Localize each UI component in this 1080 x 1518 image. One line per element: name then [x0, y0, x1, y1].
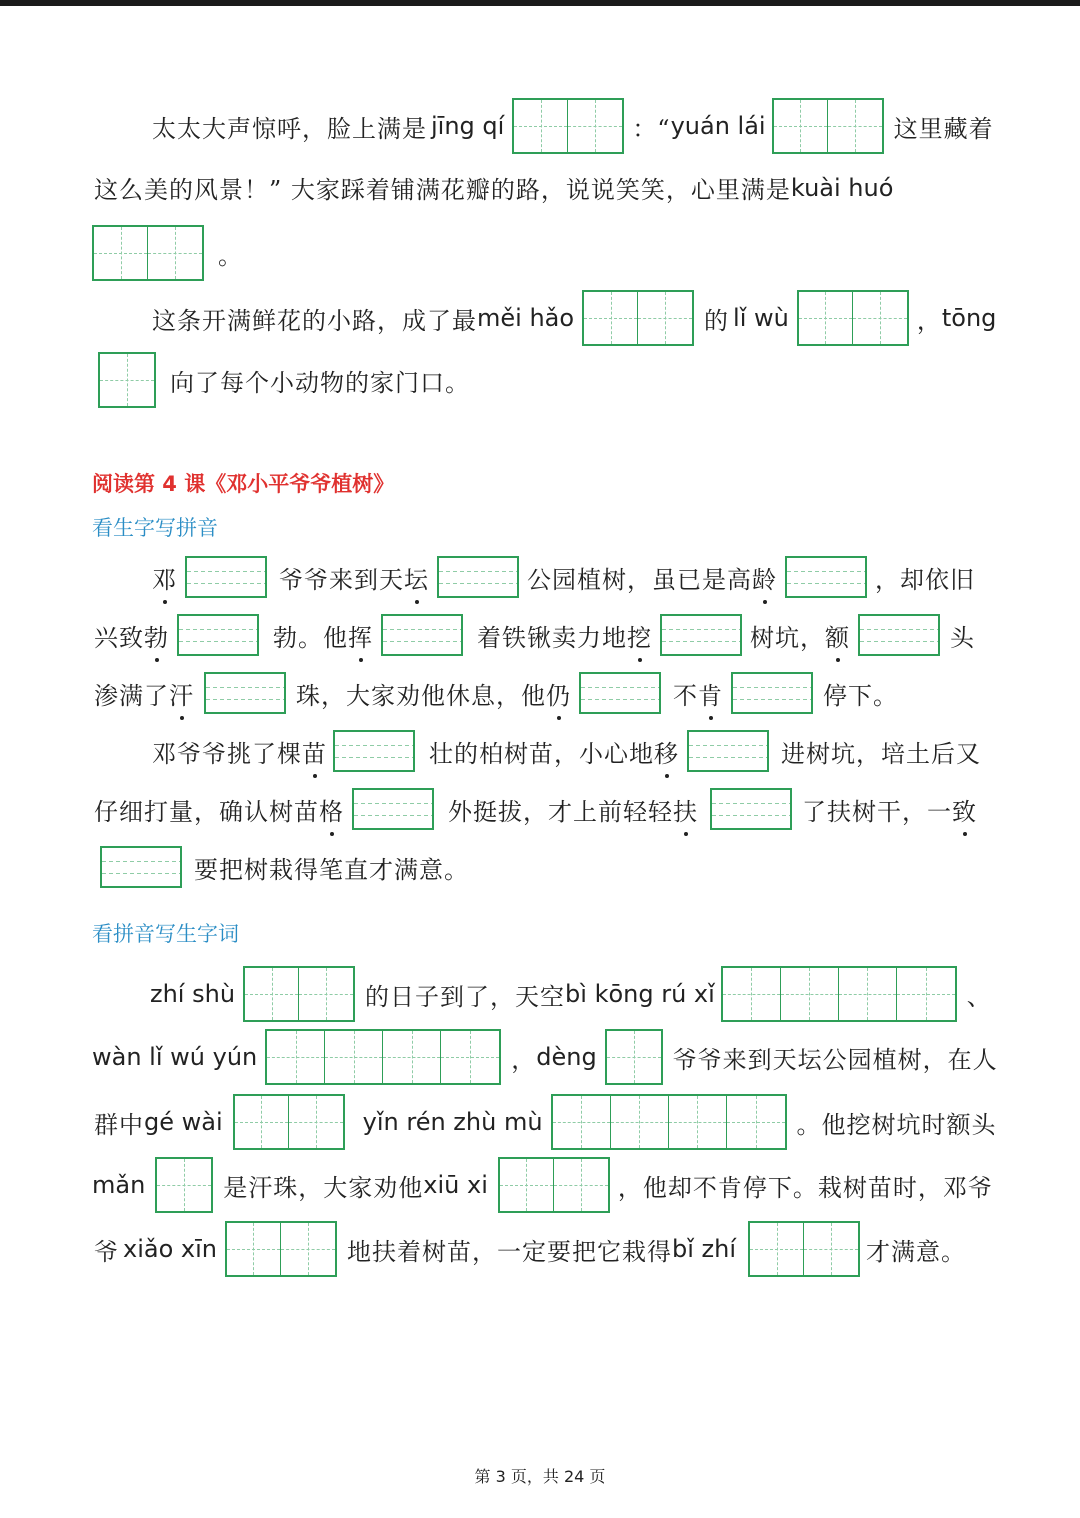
pinyin-label: wàn lǐ wú yún: [92, 1043, 258, 1071]
pinyin-line-1: [0, 556, 1080, 598]
pinyin-label: lǐ wù: [733, 304, 789, 332]
grid-cell[interactable]: [853, 292, 907, 344]
pinyin-line-5: [0, 788, 1080, 830]
text: 着铁锹卖力地: [477, 623, 627, 652]
text: 爷爷来到天: [279, 565, 404, 594]
char-grid[interactable]: [155, 1157, 213, 1213]
text: 头: [950, 623, 975, 652]
grid-cell[interactable]: [299, 968, 353, 1020]
char-grid[interactable]: [605, 1029, 663, 1085]
char-grid[interactable]: [225, 1221, 337, 1277]
story-text: ：“: [632, 114, 671, 143]
pinyin-box[interactable]: [100, 846, 182, 888]
grid-cell[interactable]: [804, 1223, 858, 1275]
pinyin-box[interactable]: [437, 556, 519, 598]
story-text: 这里藏着: [893, 114, 994, 143]
pinyin-label: xiǎo xīn: [123, 1235, 217, 1263]
grid-cell[interactable]: [568, 100, 622, 152]
pinyin-box[interactable]: [381, 614, 463, 656]
text: 爷: [94, 1237, 119, 1266]
char-grid[interactable]: [797, 290, 909, 346]
char-line-2: [0, 1029, 1080, 1085]
char-grid[interactable]: [748, 1221, 860, 1277]
text: 进树坑，培土后又: [781, 739, 981, 768]
text: 邓爷爷挑了棵: [152, 739, 302, 768]
pinyin-box[interactable]: [579, 672, 661, 714]
text: 树坑，: [750, 623, 825, 652]
char-grid[interactable]: [551, 1094, 787, 1150]
pinyin-box[interactable]: [710, 788, 792, 830]
pinyin-box[interactable]: [731, 672, 813, 714]
text: 爷爷来到天坛公园植树，在人: [672, 1045, 998, 1074]
text: 不: [673, 681, 698, 710]
text: 是汗珠，大家劝他: [223, 1173, 424, 1202]
pinyin-box[interactable]: [660, 614, 742, 656]
char-grid[interactable]: [721, 966, 957, 1022]
grid-cell[interactable]: [235, 1096, 289, 1148]
text: 。他挖树坑时额头: [796, 1110, 997, 1139]
grid-cell[interactable]: [383, 1031, 441, 1083]
pinyin-label: yǐn rén zhù mù: [362, 1108, 543, 1136]
grid-cell[interactable]: [727, 1096, 785, 1148]
char-grid[interactable]: [772, 98, 884, 154]
pinyin-label: kuài huó: [790, 173, 894, 202]
pinyin-line-3: [0, 672, 1080, 714]
pinyin-box[interactable]: [177, 614, 259, 656]
char-grid[interactable]: [265, 1029, 501, 1085]
grid-cell[interactable]: [289, 1096, 343, 1148]
story-text: ，: [916, 306, 942, 335]
lesson-heading: 阅读第 4 课《邓小平爷爷植树》: [92, 472, 395, 496]
text: 、: [966, 982, 992, 1011]
story-line-1: [0, 98, 1080, 154]
text: 的日子到了，天空: [365, 982, 566, 1011]
char-grid[interactable]: [98, 352, 156, 408]
dotted-char: 苗: [302, 734, 327, 769]
pinyin-label: gé wài: [144, 1108, 223, 1136]
story-line-3: [0, 225, 1080, 281]
grid-cell[interactable]: [325, 1031, 383, 1083]
pinyin-label: zhí shù: [150, 980, 236, 1008]
grid-cell[interactable]: [100, 354, 154, 406]
pinyin-box[interactable]: [204, 672, 286, 714]
pinyin-box[interactable]: [858, 614, 940, 656]
text: 兴致: [94, 623, 144, 652]
text: ，却依旧: [875, 565, 975, 594]
story-line-5: [0, 352, 1080, 408]
story-line-2: [0, 170, 1080, 205]
char-grid[interactable]: [243, 966, 355, 1022]
pinyin-label: dèng: [536, 1043, 597, 1071]
char-grid[interactable]: [582, 290, 694, 346]
text: 外挺拔，才上前轻轻: [448, 797, 673, 826]
pinyin-box[interactable]: [785, 556, 867, 598]
char-line-3: [0, 1094, 1080, 1150]
story-text: 太太大声惊呼，脸上满是: [152, 114, 427, 143]
grid-cell[interactable]: [157, 1159, 211, 1211]
pinyin-line-4: [0, 730, 1080, 772]
pinyin-line-6: [0, 846, 1080, 888]
grid-cell[interactable]: [669, 1096, 727, 1148]
text: ，他却不肯停下。栽树苗时，邓爷: [617, 1173, 993, 1202]
pinyin-label: yuán lái: [670, 112, 766, 140]
char-grid[interactable]: [512, 98, 624, 154]
char-grid[interactable]: [233, 1094, 345, 1150]
grid-cell[interactable]: [148, 227, 202, 279]
grid-cell[interactable]: [839, 968, 897, 1020]
grid-cell[interactable]: [94, 227, 148, 279]
dotted-char: 汗: [169, 676, 194, 711]
char-line-5: [0, 1221, 1080, 1277]
dotted-char: 致: [952, 792, 977, 827]
story-text: 的: [704, 306, 730, 335]
dotted-char: 挥: [348, 618, 373, 653]
grid-cell[interactable]: [799, 292, 853, 344]
grid-cell[interactable]: [500, 1159, 554, 1211]
pinyin-label: xiū xi: [423, 1171, 488, 1199]
pinyin-label: jīng qí: [431, 112, 505, 140]
page-number: 第 3 页，共 24 页: [474, 1467, 606, 1486]
grid-cell[interactable]: [245, 968, 299, 1020]
pinyin-label: mǎn: [92, 1171, 146, 1199]
text: 壮的柏树苗，小心地: [429, 739, 654, 768]
top-bar: [0, 0, 1080, 6]
story-text: 这条开满鲜花的小路，成了最: [152, 306, 477, 335]
dotted-char: 龄: [752, 560, 777, 595]
text: 珠，大家劝他休息，他: [296, 681, 546, 710]
story-line-4: [0, 290, 1080, 346]
text: 地扶着树苗，一定要把它栽得: [346, 1237, 672, 1266]
grid-cell[interactable]: [828, 100, 882, 152]
grid-cell[interactable]: [607, 1031, 661, 1083]
text: 群中: [94, 1110, 144, 1139]
pinyin-box[interactable]: [185, 556, 267, 598]
text: 勃。他: [273, 623, 348, 652]
dotted-char: 格: [319, 792, 344, 827]
text: 公园植树，虽已是高: [527, 565, 752, 594]
dotted-char: 肯: [698, 676, 723, 711]
section-title-write-chars: 看拼音写生字词: [92, 922, 239, 946]
dotted-char: 邓: [152, 560, 177, 595]
char-grid[interactable]: [498, 1157, 610, 1213]
text: 渗满了: [94, 681, 169, 710]
pinyin-line-2: [0, 614, 1080, 656]
grid-cell[interactable]: [281, 1223, 335, 1275]
story-text: 这么美的风景！” 大家踩着铺满花瓣的路，说说笑笑，心里满是: [94, 176, 791, 204]
grid-cell[interactable]: [267, 1031, 325, 1083]
pinyin-box[interactable]: [687, 730, 769, 772]
grid-cell[interactable]: [723, 968, 781, 1020]
pinyin-label: bǐ zhí: [671, 1235, 736, 1263]
text: 仔细打量，确认树苗: [94, 797, 319, 826]
dotted-char: 扶: [673, 792, 698, 827]
grid-cell[interactable]: [554, 1159, 608, 1211]
story-text: 向了每个小动物的家门口。: [170, 368, 470, 397]
dotted-char: 额: [825, 618, 850, 653]
char-grid[interactable]: [92, 225, 204, 281]
grid-cell[interactable]: [227, 1223, 281, 1275]
char-line-1: [0, 966, 1080, 1022]
grid-cell[interactable]: [897, 968, 955, 1020]
char-line-4: [0, 1157, 1080, 1213]
grid-cell[interactable]: [781, 968, 839, 1020]
pinyin-label: měi hǎo: [477, 304, 575, 332]
pinyin-box[interactable]: [333, 730, 415, 772]
grid-cell[interactable]: [774, 100, 828, 152]
grid-cell[interactable]: [441, 1031, 499, 1083]
section-title-write-pinyin: 看生字写拼音: [92, 516, 218, 540]
dotted-char: 勃: [144, 618, 169, 653]
pinyin-label: tōng: [941, 304, 997, 332]
pinyin-box[interactable]: [352, 788, 434, 830]
text: 才满意。: [866, 1237, 966, 1266]
grid-cell[interactable]: [750, 1223, 804, 1275]
dotted-char: 坛: [404, 560, 429, 595]
grid-cell[interactable]: [611, 1096, 669, 1148]
pinyin-label: bì kōng rú xǐ: [565, 980, 715, 1008]
dotted-char: 仍: [546, 676, 571, 711]
text: 要把树栽得笔直才满意。: [194, 855, 469, 884]
grid-cell[interactable]: [553, 1096, 611, 1148]
text: 停下。: [823, 681, 898, 710]
grid-cell[interactable]: [638, 292, 692, 344]
text: 了扶树干，一: [802, 797, 952, 826]
grid-cell[interactable]: [584, 292, 638, 344]
dotted-char: 移: [654, 734, 679, 769]
text: ，: [511, 1045, 537, 1074]
dotted-char: 挖: [627, 618, 652, 653]
story-text: 。: [218, 241, 243, 270]
grid-cell[interactable]: [514, 100, 568, 152]
